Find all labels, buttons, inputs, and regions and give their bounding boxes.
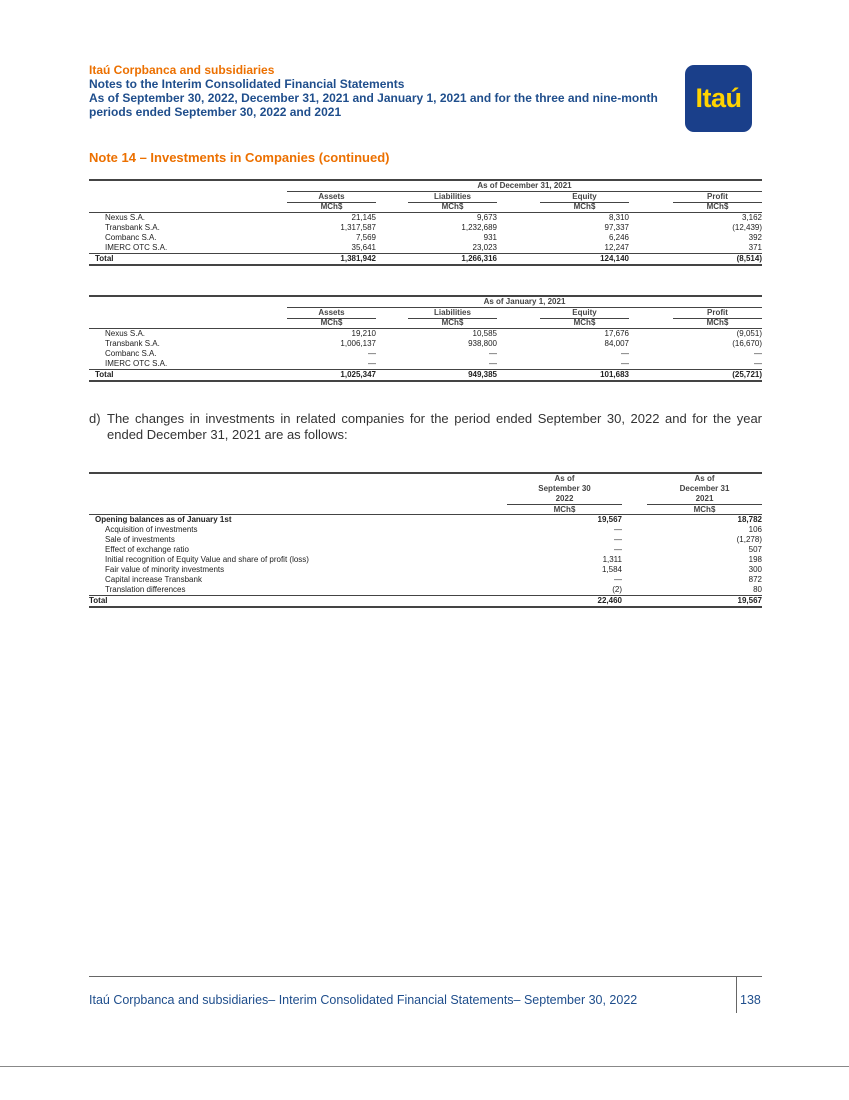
value-2021: (1,278) — [736, 535, 762, 544]
total-label: Total — [89, 596, 108, 605]
unit-label: MCh$ — [320, 202, 343, 211]
value-2022: 1,311 — [602, 555, 622, 564]
cell-equity: 84,007 — [604, 339, 629, 348]
row-label: Effect of exchange ratio — [105, 545, 189, 554]
table-row — [89, 585, 762, 595]
value-2021: 106 — [748, 525, 762, 534]
cell-equity: 17,676 — [604, 329, 629, 338]
column-header-profit: Profit — [673, 192, 762, 203]
row-label: IMERC OTC S.A. — [105, 243, 168, 252]
total-label: Total — [95, 370, 114, 379]
changes-table — [89, 472, 762, 608]
total-row — [89, 595, 762, 608]
unit-label: MCh$ — [706, 318, 729, 327]
unit-label: MCh$ — [441, 318, 464, 327]
unit-label: MCh$ — [507, 504, 622, 515]
cell-profit: 392 — [748, 233, 762, 242]
cell-equity: — — [621, 349, 629, 358]
cell-profit: — — [754, 359, 762, 368]
cell-equity: 97,337 — [604, 223, 629, 232]
total-assets: 1,025,347 — [340, 370, 376, 379]
cell-liabilities: 931 — [483, 233, 497, 242]
cell-liabilities: 10,585 — [472, 329, 497, 338]
footer-text: Itaú Corpbanca and subsidiaries– Interim Consolidated Financial Statements– September 30, 2022 — [89, 993, 638, 1007]
cell-assets: 1,317,587 — [340, 223, 376, 232]
column-header-col2-l1: As of — [694, 474, 715, 483]
value-2022: — — [614, 525, 622, 534]
column-header-row — [89, 494, 762, 504]
value-2022: — — [614, 535, 622, 544]
value-2022: — — [614, 545, 622, 554]
row-label: Capital increase Transbank — [105, 575, 202, 584]
total-row — [89, 369, 762, 382]
table-row — [89, 233, 762, 243]
column-header-row — [89, 484, 762, 494]
cell-equity: 12,247 — [604, 243, 629, 252]
value-2021: 80 — [753, 585, 762, 594]
table-row — [89, 213, 762, 223]
value-2022: (2) — [612, 585, 622, 594]
logo-text: Itaú — [695, 83, 742, 113]
value-2021: 198 — [748, 555, 762, 564]
row-label: Fair value of minority investments — [105, 565, 225, 574]
cell-assets: 19,210 — [351, 329, 376, 338]
total-row — [89, 253, 762, 266]
total-equity: 124,140 — [600, 254, 629, 263]
column-header-col1-l3: 2022 — [555, 494, 574, 503]
total-profit: (8,514) — [736, 254, 762, 263]
total-2022: 22,460 — [597, 596, 622, 605]
column-header-col2-l3: 2021 — [695, 494, 714, 503]
cell-equity: 6,246 — [608, 233, 629, 242]
table-row — [89, 575, 762, 585]
total-assets: 1,381,942 — [340, 254, 376, 263]
unit-label: MCh$ — [706, 202, 729, 211]
value-2021: 872 — [748, 575, 762, 584]
value-2021: 507 — [748, 545, 762, 554]
total-2021: 19,567 — [737, 596, 762, 605]
cell-assets: — — [368, 349, 376, 358]
paragraph-marker: d) — [89, 411, 101, 426]
row-label: Transbank S.A. — [105, 223, 160, 232]
unit-label: MCh$ — [647, 504, 762, 515]
row-label: Nexus S.A. — [105, 329, 146, 338]
value-2022: 1,584 — [601, 565, 622, 574]
page-number: 138 — [740, 993, 761, 1007]
cell-liabilities: — — [489, 349, 497, 358]
table-row — [89, 555, 762, 565]
header-period: As of September 30, 2022, December 31, 2021 and January 1, 2021 and for the three and nine-month periods ended September 30, 2022 and 2021 — [89, 91, 658, 119]
unit-label: MCh$ — [573, 202, 596, 211]
cell-equity: 8,310 — [608, 213, 629, 222]
value-2022: — — [614, 575, 622, 584]
column-header-row — [89, 474, 762, 484]
column-header-liabilities: Liabilities — [408, 192, 497, 203]
row-label: Combanc S.A. — [105, 349, 157, 358]
table-row — [89, 565, 762, 575]
row-label: Nexus S.A. — [105, 213, 146, 222]
table-row — [89, 535, 762, 545]
cell-profit: (12,439) — [732, 223, 762, 232]
column-header-col1-l1: As of — [554, 474, 575, 483]
opening-row — [89, 515, 762, 525]
table-row — [89, 359, 762, 369]
row-label: Combanc S.A. — [105, 233, 157, 242]
table-title: As of December 31, 2021 — [477, 181, 572, 190]
row-label: IMERC OTC S.A. — [105, 359, 168, 368]
cell-liabilities: 1,232,689 — [461, 223, 497, 232]
cell-assets: 21,145 — [351, 213, 376, 222]
cell-liabilities: — — [489, 359, 497, 368]
cell-assets: 1,006,137 — [340, 339, 376, 348]
footer-divider — [736, 976, 737, 1013]
row-label: Sale of investments — [105, 535, 175, 544]
paragraph-d — [89, 411, 762, 443]
itau-logo — [685, 65, 752, 132]
row-label: Transbank S.A. — [105, 339, 160, 348]
unit-row — [89, 504, 762, 514]
company-name: Itaú Corpbanca and subsidiaries — [89, 63, 275, 77]
table-row — [89, 349, 762, 359]
total-profit: (25,721) — [732, 370, 762, 379]
table-row — [89, 243, 762, 253]
column-header-col1-l2: September 30 — [538, 484, 591, 493]
column-header-equity: Equity — [540, 192, 629, 203]
total-equity: 101,683 — [600, 370, 629, 379]
cell-assets: 7,569 — [355, 233, 376, 242]
column-header-assets: Assets — [287, 192, 376, 203]
unit-label: MCh$ — [320, 318, 343, 327]
opening-label: Opening balances as of January 1st — [95, 515, 232, 524]
table-jan-2021 — [89, 295, 762, 382]
cell-liabilities: 938,800 — [468, 339, 497, 348]
document-header — [89, 63, 659, 119]
table-row — [89, 223, 762, 233]
table-dec-2021 — [89, 179, 762, 266]
value-2021: 300 — [748, 565, 762, 574]
unit-label: MCh$ — [441, 202, 464, 211]
cell-profit: (9,051) — [736, 329, 762, 338]
cell-equity: — — [621, 359, 629, 368]
table-row — [89, 545, 762, 555]
row-label: Translation differences — [105, 585, 186, 594]
column-header-liabilities: Liabilities — [408, 308, 497, 319]
paragraph-text: The changes in investments in related companies for the period ended September 30, 2022 and for the year ended December 31, 2021 are as follows: — [107, 411, 762, 442]
table-title-row — [89, 297, 762, 307]
opening-value-2021: 18,782 — [737, 515, 762, 524]
column-header-col2-l2: December 31 — [679, 484, 730, 493]
column-header-row — [89, 192, 762, 202]
cell-profit: — — [754, 349, 762, 358]
table-row — [89, 339, 762, 349]
unit-row — [89, 202, 762, 212]
cell-assets: 35,641 — [351, 243, 376, 252]
column-header-assets: Assets — [287, 308, 376, 319]
page-bottom-rule — [0, 1066, 849, 1067]
table-row — [89, 329, 762, 339]
unit-label: MCh$ — [573, 318, 596, 327]
total-liabilities: 1,266,316 — [461, 254, 497, 263]
unit-row — [89, 318, 762, 328]
column-header-profit: Profit — [673, 308, 762, 319]
total-liabilities: 949,385 — [468, 370, 497, 379]
table-title-row — [89, 181, 762, 191]
row-label: Acquisition of investments — [105, 525, 198, 534]
opening-value-2022: 19,567 — [597, 515, 622, 524]
footer-rule — [89, 976, 762, 977]
header-subtitle: Notes to the Interim Consolidated Financial Statements — [89, 77, 405, 91]
cell-assets: — — [368, 359, 376, 368]
cell-liabilities: 23,023 — [472, 243, 497, 252]
table-row — [89, 525, 762, 535]
cell-profit: (16,670) — [732, 339, 762, 348]
column-header-row — [89, 308, 762, 318]
total-label: Total — [95, 254, 114, 263]
cell-liabilities: 9,673 — [476, 213, 497, 222]
cell-profit: 3,162 — [741, 213, 762, 222]
note-title: Note 14 – Investments in Companies (continued) — [89, 150, 390, 165]
column-header-equity: Equity — [540, 308, 629, 319]
row-label: Initial recognition of Equity Value and share of profit (loss) — [105, 555, 309, 564]
cell-profit: 371 — [748, 243, 762, 252]
table-title: As of January 1, 2021 — [483, 297, 566, 306]
